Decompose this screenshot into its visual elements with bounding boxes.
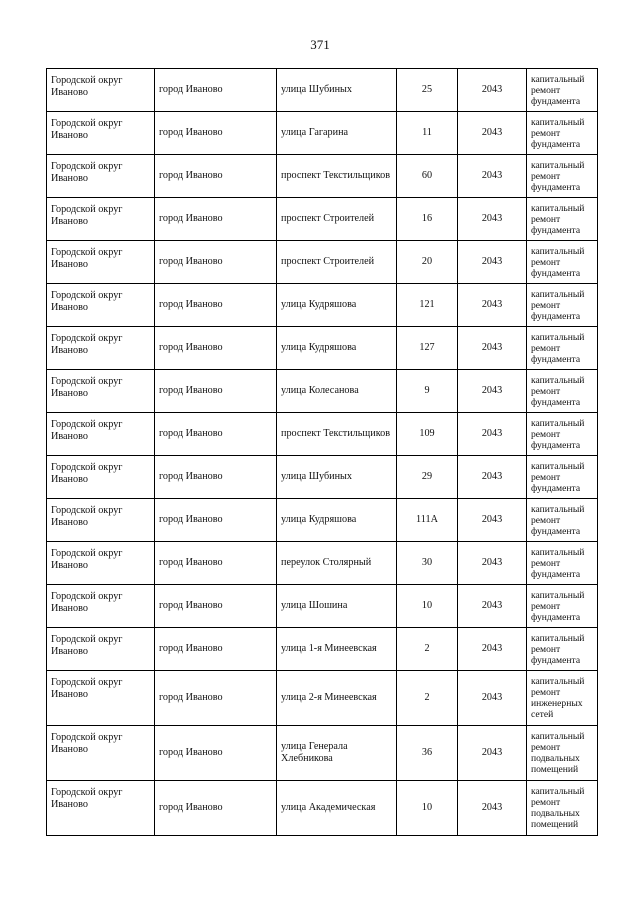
table-row [47,585,598,628]
settlement-cell: город Иваново [155,413,277,456]
house-number-cell: 30 [397,542,458,585]
house-number-cell: 127 [397,327,458,370]
house-number-cell: 121 [397,284,458,327]
municipality-cell: Городской округ Иваново [47,198,155,241]
year-cell: 2043 [458,542,527,585]
table-row [47,155,598,198]
settlement-cell: город Иваново [155,499,277,542]
municipality-cell: Городской округ Иваново [47,370,155,413]
work-type-cell: капитальный ремонт фундамента [527,241,598,284]
page-number: 371 [310,37,330,52]
work-type-cell: капитальный ремонт фундамента [527,628,598,671]
municipality-cell: Городской округ Иваново [47,284,155,327]
work-type-cell: капитальный ремонт фундамента [527,155,598,198]
street-cell: улица Кудряшова [277,327,397,370]
work-type-cell: капитальный ремонт фундамента [527,284,598,327]
municipality-cell: Городской округ Иваново [47,413,155,456]
house-number-cell: 10 [397,585,458,628]
street-cell: переулок Столярный [277,542,397,585]
year-cell: 2043 [458,327,527,370]
settlement-cell: город Иваново [155,241,277,284]
street-cell: улица Академическая [277,781,397,836]
settlement-cell: город Иваново [155,726,277,781]
work-type-cell: капитальный ремонт фундамента [527,69,598,112]
settlement-cell: город Иваново [155,628,277,671]
municipality-cell: Городской округ Иваново [47,327,155,370]
table-row [47,456,598,499]
table-row [47,69,598,112]
year-cell: 2043 [458,413,527,456]
house-number-cell: 109 [397,413,458,456]
house-number-cell: 16 [397,198,458,241]
municipality-cell: Городской округ Иваново [47,112,155,155]
street-cell: улица Гагарина [277,112,397,155]
house-number-cell: 20 [397,241,458,284]
table-row [47,781,598,836]
work-type-cell: капитальный ремонт фундамента [527,456,598,499]
work-type-cell: капитальный ремонт фундамента [527,370,598,413]
year-cell: 2043 [458,155,527,198]
table-row [47,628,598,671]
municipality-cell: Городской округ Иваново [47,628,155,671]
municipality-cell: Городской округ Иваново [47,585,155,628]
table-row [47,671,598,726]
house-number-cell: 29 [397,456,458,499]
municipality-cell: Городской округ Иваново [47,781,155,836]
table-row [47,198,598,241]
street-cell: проспект Строителей [277,198,397,241]
municipality-cell: Городской округ Иваново [47,155,155,198]
table-row [47,499,598,542]
table-row [47,241,598,284]
street-cell: улица Шошина [277,585,397,628]
municipality-cell: Городской округ Иваново [47,542,155,585]
table-row [47,327,598,370]
settlement-cell: город Иваново [155,671,277,726]
settlement-cell: город Иваново [155,585,277,628]
house-number-cell: 2 [397,628,458,671]
house-number-cell: 10 [397,781,458,836]
house-number-cell: 111А [397,499,458,542]
work-type-cell: капитальный ремонт фундамента [527,499,598,542]
street-cell: проспект Текстильщиков [277,155,397,198]
municipality-cell: Городской округ Иваново [47,671,155,726]
work-type-cell: капитальный ремонт фундамента [527,327,598,370]
municipality-cell: Городской округ Иваново [47,456,155,499]
table-body [47,69,598,836]
year-cell: 2043 [458,370,527,413]
year-cell: 2043 [458,198,527,241]
table-row [47,726,598,781]
street-cell: улица Шубиных [277,69,397,112]
work-type-cell: капитальный ремонт подвальных помещений [527,726,598,781]
settlement-cell: город Иваново [155,69,277,112]
year-cell: 2043 [458,628,527,671]
street-cell: улица Генерала Хлебникова [277,726,397,781]
table-row [47,112,598,155]
house-number-cell: 11 [397,112,458,155]
settlement-cell: город Иваново [155,284,277,327]
year-cell: 2043 [458,781,527,836]
street-cell: улица Шубиных [277,456,397,499]
repair-schedule-table [46,68,598,836]
year-cell: 2043 [458,69,527,112]
settlement-cell: город Иваново [155,327,277,370]
settlement-cell: город Иваново [155,370,277,413]
house-number-cell: 60 [397,155,458,198]
municipality-cell: Городской округ Иваново [47,726,155,781]
settlement-cell: город Иваново [155,456,277,499]
table-row [47,542,598,585]
work-type-cell: капитальный ремонт фундамента [527,198,598,241]
work-type-cell: капитальный ремонт инженерных сетей [527,671,598,726]
settlement-cell: город Иваново [155,112,277,155]
work-type-cell: капитальный ремонт фундамента [527,585,598,628]
year-cell: 2043 [458,499,527,542]
year-cell: 2043 [458,112,527,155]
settlement-cell: город Иваново [155,542,277,585]
house-number-cell: 9 [397,370,458,413]
street-cell: проспект Строителей [277,241,397,284]
municipality-cell: Городской округ Иваново [47,69,155,112]
year-cell: 2043 [458,456,527,499]
municipality-cell: Городской округ Иваново [47,241,155,284]
house-number-cell: 2 [397,671,458,726]
settlement-cell: город Иваново [155,781,277,836]
settlement-cell: город Иваново [155,198,277,241]
work-type-cell: капитальный ремонт фундамента [527,413,598,456]
work-type-cell: капитальный ремонт фундамента [527,542,598,585]
year-cell: 2043 [458,726,527,781]
municipality-cell: Городской округ Иваново [47,499,155,542]
year-cell: 2043 [458,671,527,726]
settlement-cell: город Иваново [155,155,277,198]
year-cell: 2043 [458,241,527,284]
street-cell: улица 2-я Минеевская [277,671,397,726]
street-cell: улица Кудряшова [277,284,397,327]
table-row [47,413,598,456]
street-cell: улица 1-я Минеевская [277,628,397,671]
street-cell: улица Кудряшова [277,499,397,542]
street-cell: улица Колесанова [277,370,397,413]
table-row [47,370,598,413]
street-cell: проспект Текстильщиков [277,413,397,456]
house-number-cell: 36 [397,726,458,781]
year-cell: 2043 [458,585,527,628]
year-cell: 2043 [458,284,527,327]
work-type-cell: капитальный ремонт фундамента [527,112,598,155]
work-type-cell: капитальный ремонт подвальных помещений [527,781,598,836]
table-row [47,284,598,327]
house-number-cell: 25 [397,69,458,112]
